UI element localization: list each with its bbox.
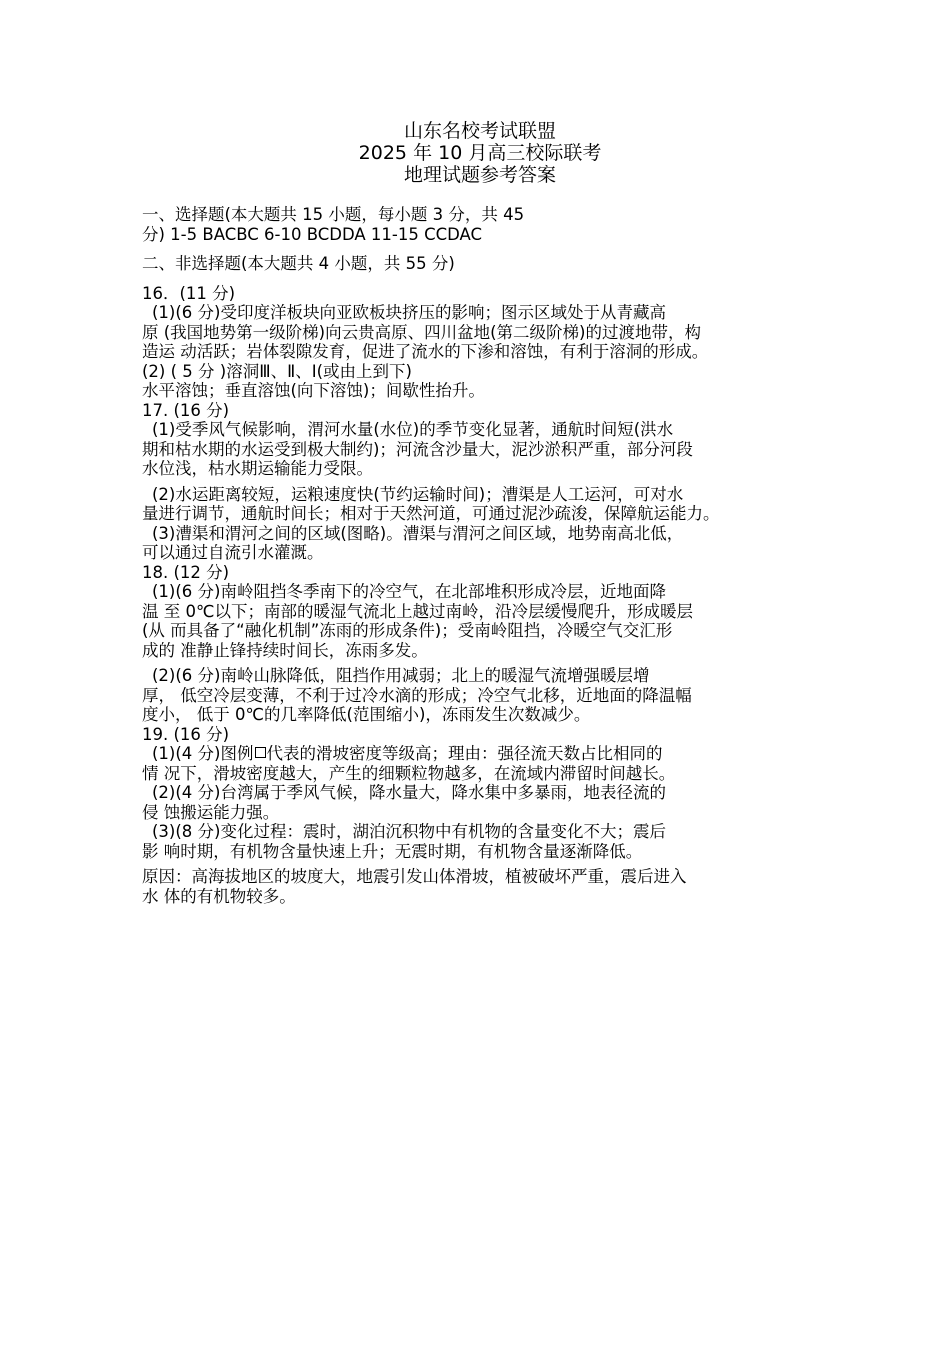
section1-answers: 分) 1-5 BACBC 6-10 BCDDA 11-15 CCDAC bbox=[142, 224, 483, 244]
q16-p2-line: (2) ( 5 分 )溶洞Ⅲ、Ⅱ、Ⅰ(或由上到下) bbox=[142, 361, 412, 381]
q18-p1-line: (1)(6 分)南岭阻挡冬季南下的冷空气，在北部堆积形成冷层，近地面降 bbox=[152, 582, 666, 601]
section1-heading: 一、选择题(本大题共 15 小题，每小题 3 分，共 45 bbox=[142, 205, 525, 224]
q19-p2-line: 侵 蚀搬运能力强。 bbox=[142, 802, 280, 822]
question-17 bbox=[142, 401, 822, 563]
section-multiple-choice bbox=[142, 205, 822, 244]
header-answer-title: 地理试题参考答案 bbox=[403, 164, 556, 186]
q17-p2-line: 量进行调节，通航时间长；相对于天然河道，可通过泥沙疏浚，保障航运能力。 bbox=[142, 504, 720, 523]
q19-p4-line: 水 体的有机物较多。 bbox=[142, 886, 296, 906]
q16-p2-line: 水平溶蚀；垂直溶蚀(向下溶蚀)；间歇性抬升。 bbox=[142, 381, 485, 400]
answer-content bbox=[142, 205, 822, 906]
q17-p1-line: 期和枯水期的水运受到极大制约)；河流含沙量大，泥沙淤积严重，部分河段 bbox=[142, 439, 693, 459]
section2-heading: 二、非选择题(本大题共 4 小题，共 55 分) bbox=[142, 254, 455, 273]
question-19 bbox=[142, 725, 822, 907]
q18-p1-line: (从 而具备了“融化机制”冻雨的形成条件)；受南岭阻挡，冷暖空气交汇形 bbox=[142, 621, 673, 640]
q17-title: 17. (16 分) bbox=[142, 400, 230, 420]
question-18 bbox=[142, 563, 822, 725]
q16-p1-line: (1)(6 分)受印度洋板块向亚欧板块挤压的影响；图示区域处于从青藏高 bbox=[152, 303, 666, 322]
header-league-name: 山东名校考试联盟 bbox=[403, 120, 556, 142]
section-open-questions bbox=[142, 254, 822, 274]
q17-p1-line: (1)受季风气候影响，渭河水量(水位)的季节变化显著，通航时间短(洪水 bbox=[152, 420, 674, 439]
q16-title: 16．(11 分) bbox=[142, 283, 236, 303]
q18-title: 18. (12 分) bbox=[142, 562, 230, 582]
legend-box-icon bbox=[255, 747, 266, 758]
q19-p1-line bbox=[142, 744, 822, 764]
q19-p1-post: 代表的滑坡密度等级高；理由：强径流天数占比相同的 bbox=[266, 744, 663, 763]
q18-p2-line: 厚， 低空冷层变薄，不利于过冷水滴的形成；冷空气北移，近地面的降温幅 bbox=[142, 685, 692, 705]
q18-p1-line: 成的 准静止锋持续时间长，冻雨多发。 bbox=[142, 640, 428, 660]
q18-p1-line: 温 至 0℃以下；南部的暖湿气流北上越过南岭，沿冷层缓慢爬升，形成暖层 bbox=[142, 601, 694, 621]
q19-title: 19. (16 分) bbox=[142, 724, 230, 744]
q19-p1-line: 情 况下，滑坡密度越大，产生的细颗粒物越多，在流域内滞留时间越长。 bbox=[142, 763, 676, 783]
q19-p3-line: (3)(8 分)变化过程：震时，湖泊沉积物中有机物的含量变化不大；震后 bbox=[152, 822, 666, 841]
q18-p2-line: 度小， 低于 0℃的几率降低(范围缩小)，冻雨发生次数减少。 bbox=[142, 705, 591, 724]
q19-p3-line: 影 响时期，有机物含量快速上升；无震时期，有机物含量逐渐降低。 bbox=[142, 841, 643, 861]
q19-p2-line: (2)(4 分)台湾属于季风气候，降水量大，降水集中多暴雨，地表径流的 bbox=[152, 783, 666, 802]
document-header bbox=[0, 120, 950, 186]
q17-p2-line: (2)水运距离较短，运粮速度快(节约运输时间)；漕渠是人工运河，可对水 bbox=[152, 484, 684, 504]
q16-p1-line: 原 (我国地势第一级阶梯)向云贵高原、四川盆地(第二级阶梯)的过渡地带，构 bbox=[142, 322, 701, 342]
question-16 bbox=[142, 284, 822, 401]
q17-p1-line: 水位浅，枯水期运输能力受限。 bbox=[142, 459, 373, 478]
q17-p3-line: 可以通过自流引水灌溉。 bbox=[142, 543, 324, 562]
q17-p3-line: (3)漕渠和渭河之间的区域(图略)。漕渠与渭河之间区域，地势南高北低， bbox=[152, 523, 684, 543]
q19-p4-line: 原因：高海拔地区的坡度大，地震引发山体滑坡，植被破坏严重，震后进入 bbox=[142, 867, 687, 886]
q18-p2-line: (2)(6 分)南岭山脉降低，阻挡作用减弱；北上的暖湿气流增强暖层增 bbox=[152, 666, 650, 685]
q16-p1-line: 造运 动活跃；岩体裂隙发育，促进了流水的下渗和溶蚀，有利于溶洞的形成。 bbox=[142, 342, 709, 361]
header-exam-name: 2025 年 10 月高三校际联考 bbox=[358, 142, 602, 164]
q19-p1-pre: (1)(4 分)图例 bbox=[152, 744, 254, 763]
